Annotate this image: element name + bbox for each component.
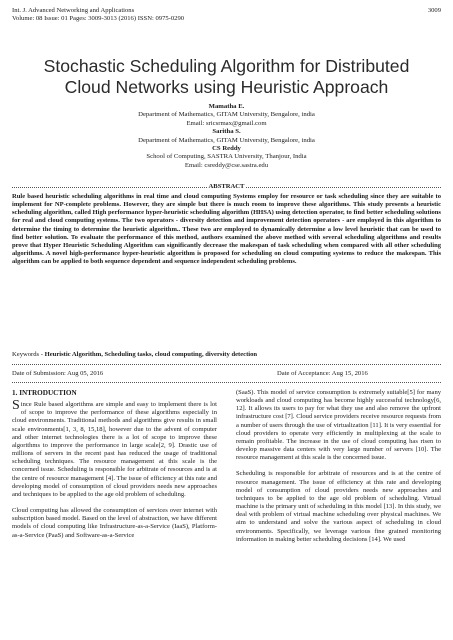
title-line-2: Cloud Networks using Heuristic Approach	[64, 77, 389, 97]
author-name: Saritha S.	[212, 128, 241, 136]
submission-date: Date of Submission: Aug 05, 2016	[12, 370, 104, 377]
author-email: Email: csreddy@cse.sastra.edu	[184, 161, 269, 169]
author-affiliation: Department of Mathematics, GITAM University, Bengalore, india	[138, 136, 315, 144]
author-block	[0, 103, 453, 170]
title-line-1: Stochastic Scheduling Algorithm for Distributed	[43, 56, 410, 76]
page-number: 3009	[427, 7, 441, 14]
journal-line: Int. J. Advanced Networking and Applications	[12, 7, 135, 14]
author-affiliation: School of Computing, SASTRA University, Thanjour, India	[146, 153, 307, 161]
right-column	[236, 389, 441, 552]
intro-paragraph-1	[12, 398, 217, 499]
intro-paragraph-3: (SaaS). This model of service consumption is extremely suitable[5] for many workloads and cloud computing has become highly successful technology[6, 12]. It allows its users to pay for what they use and also remove the upfront infrastructure cost [7]. Cloud service providers receive resource requests from a number of users through the use of virtualization [11]. It is very essential for cloud providers to operate very efficiently in multiplexing at the scale to remain profitable. The increase in the use of cloud computing has risen to develop massive data centers with very large number of servers [10]. The resource management at this scale is the concerned issue.	[236, 389, 441, 462]
abstract-text: Rule based heuristic scheduling algorithms in real time and cloud computing Systems employ for resource or task scheduling since they are suitable to implement for NP-complete problems. However, they are simple but there is much room to improve these algorithms. This study presents a heuristic scheduling algorithm, called High performance hyper-heuristic scheduling algorithm (HHSA) using detection operator, to find better scheduling solutions for real and cloud computing systems. The two operators - diversity detection and improvement detection operators - are employed in this algorithm to determine the timing to determine the heuristic algorithm.. These two are employed to dynamically determine a low level heuristic that can be used to find better solution. To evaluate the performance of this method, authors examined the above method with several scheduling algorithms and results prove that Hyper Heuristic Scheduling Algorithm can significantly decrease the makespan of task scheduling when compared with all other scheduling algorithms. A novel high-performance hyper-heuristic algorithm is proposed for scheduling on cloud computing systems to reduce the makespan. This algorithm can be applied to both sequence dependent and sequence independent scheduling problems.	[12, 193, 441, 266]
abstract-divider	[12, 184, 441, 192]
dotted-rule	[12, 364, 441, 365]
paragraph-text: ince Rule based algorithms are simple and easy to implement there is lot of scope to improve the performance of these algorithms especially in cloud environments. Traditional methods and algorithms give results in small scale environments[1, 3, 8, 15,18], however due to the advent of computer and other internet technologies there is a lot of scope to improve these algorithms to improve the performance in large scale[2, 9]. Drastic use of millions of servers in the recent past has reduced the usage of traditional scheduling techniques. The resource management at this scale is the concerned issue. Scheduling is responsible for arbitrate of resources and is at the centre of resource management [4]. The issue of efficiency at this rate and developing model of consumption of cloud providers needs new approaches and techniques to be applied to the age old problem of scheduling.	[12, 401, 217, 498]
keywords-line	[12, 351, 441, 358]
drop-cap: S	[12, 398, 20, 414]
intro-paragraph-2: Cloud computing has allowed the consumption of services over internet with subscription based model. Based on the level of abstraction, we have different models of cloud computing like Infrastructure-as-a-Service (IaaS), Platform-as-a-Service (PaaS) and Software-as-a-Service	[12, 507, 217, 539]
paper-title	[10, 56, 443, 98]
section-heading: 1. INTRODUCTION	[12, 389, 77, 397]
dotted-rule	[12, 382, 441, 383]
keywords-text: Heuristic Algorithm, Scheduling tasks, cloud computing, diversity detection	[44, 351, 258, 358]
left-column	[12, 389, 217, 548]
volume-line: Volume: 08 Issue: 01 Pages: 3009-3013 (2016) ISSN: 0975-0290	[12, 15, 185, 23]
journal-info	[12, 7, 184, 24]
acceptance-date: Date of Acceptance: Aug 15, 2016	[277, 370, 368, 377]
intro-paragraph-4: Scheduling is responsible for arbitrate of resources and is at the centre of resource management. The issue of efficiency at this rate and developing model of consumption of cloud providers needs new approaches and techniques to be applied to the age old problem of scheduling. Virtual machine is the primary unit of scheduling in this model [13]. In this study, we deal with problem of virtual machine scheduling over physical machines. We aim to understand and solve the various aspect of scheduling in cloud environments. Specifically, we leverage various fine grained monitoring information in making better scheduling decisions [14]. We used	[236, 470, 441, 543]
author-email: Email: sricsrmax@gmail.com	[186, 119, 267, 127]
keywords-label: Keywords -	[12, 351, 43, 358]
abstract-label: ABSTRACT	[208, 183, 245, 190]
author-name: Mamatha E.	[208, 103, 245, 110]
author-affiliation: Department of Mathematics, GITAM University, Bengalore, india	[138, 111, 315, 119]
author-name: CS Reddy	[212, 145, 241, 153]
